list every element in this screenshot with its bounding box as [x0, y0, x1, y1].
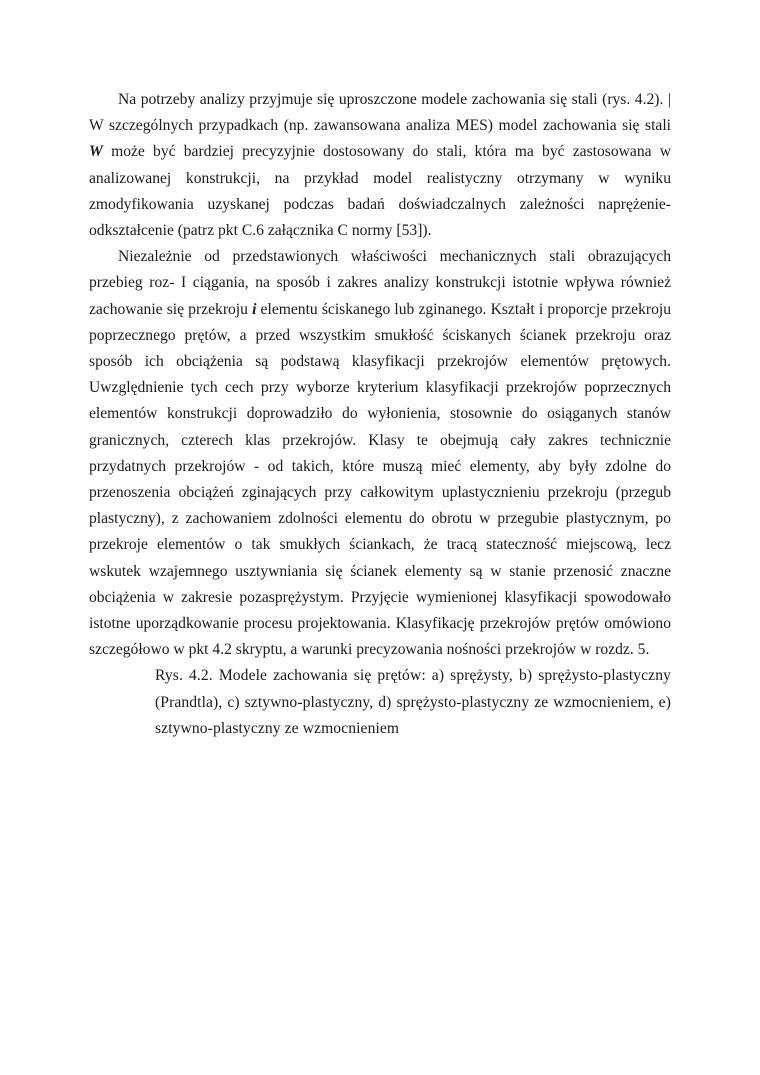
figure-caption: Rys. 4.2. Modele zachowania się prętów: a) sprężysty, b) sprężysto-plastyczny (Prandtla), c) sztywno-plastyczny, d) sprężysto-plastyczny ze wzmocnieniem, e) sztywno-plastyczny ze wzmocnieniem — [155, 667, 671, 737]
paragraph-2-symbol-i: i — [252, 300, 257, 318]
paragraph-1-text-a: Na potrzeby analizy przyjmuje się uproszczone modele zachowania się stali (rys. 4.2). | W szczególnych przypadkach (np. zawansowana analiza MES) model zachowania się stali — [89, 91, 671, 135]
paragraph-1-symbol-w: W — [89, 143, 103, 161]
paragraph-2-text-a: Niezależnie od przedstawionych właściwości mechanicznych stali obrazujących przebieg roz- I ciągania, na sposób i zakres analizy konstrukcji istotnie wpływa również zachowanie się przekroju — [89, 248, 671, 318]
document-body — [89, 87, 671, 742]
paragraph-cross-section-classes — [89, 244, 671, 663]
paragraph-steel-models — [89, 87, 671, 244]
paragraph-2-text-b: elementu ściskanego lub zginanego. Kształt i proporcje przekroju poprzecznego prętów, a przed wszystkim smukłość ściskanych ścianek przekroju oraz sposób ich obciążenia są podstawą klasyfikacji przekrojów elementów prętowych. Uwzględnienie tych cech przy wyborze kryterium klasyfikacji przekrojów poprzecznych elementów konstrukcji doprowadziło do wyłonienia, stosownie do osiąganych stanów granicznych, czterech klas przekrojów. Klasy te obejmują cały zakres technicznie przydatnych przekrojów - od takich, które muszą mieć elementy, aby były zdolne do przenoszenia obciążeń zginających przy całkowitym uplastycznieniu przekroju (przegub plastyczny), z zachowaniem zdolności elementu do obrotu w przegubie plastycznym, po przekroje elementów o tak smukłych ściankach, że tracą stateczność miejscową, lecz wskutek wzajemnego usztywniania się ścianek elementy są w stanie przenosić znaczne obciążenia w zakresie pozasprężystym. Przyjęcie wymienionej klasyfikacji spowodowało istotne uporządkowanie procesu projektowania. Klasyfikację przekrojów prętów omówiono szczegółowo w pkt 4.2 skryptu, a warunki precyzowania nośności przekrojów w rozdz. 5. — [89, 300, 671, 659]
paragraph-1-text-b: może być bardziej precyzyjnie dostosowany do stali, która ma być zastosowana w analizowanej konstrukcji, na przykład model realistyczny otrzymany w wyniku zmodyfikowania uzyskanej podczas badań doświadczalnych zależności naprężenie-odkształcenie (patrz pkt C.6 załącznika C normy [53]). — [89, 143, 671, 240]
